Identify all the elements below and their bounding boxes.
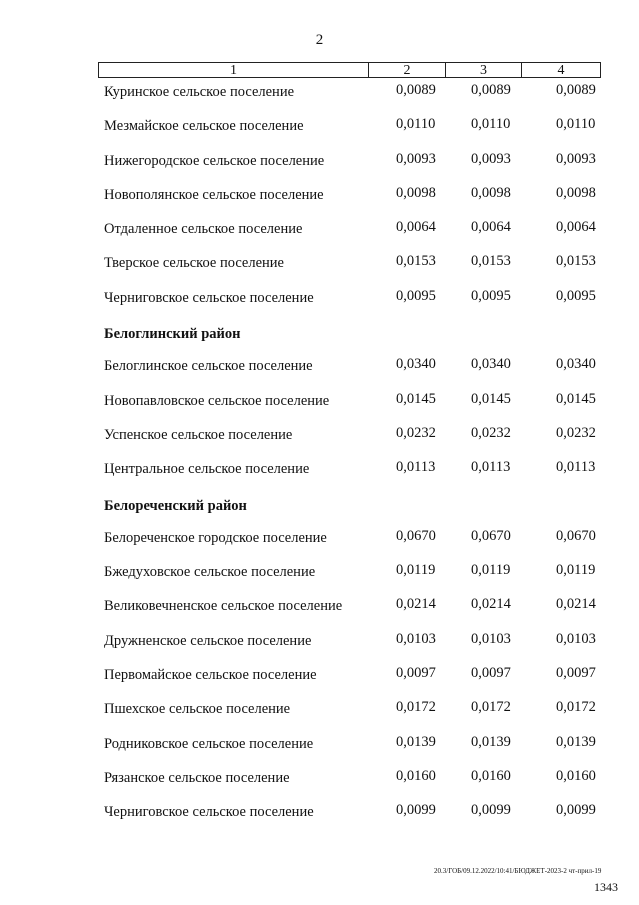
table-row — [0, 592, 639, 626]
table-row — [0, 421, 639, 455]
table-row — [0, 352, 639, 386]
value-column-4: 0,0139 — [556, 733, 596, 750]
value-column-2: 0,0232 — [396, 424, 436, 441]
value-column-3: 0,0099 — [471, 802, 511, 819]
value-column-4: 0,0153 — [556, 253, 596, 270]
value-column-2: 0,0113 — [396, 459, 436, 476]
value-column-4: 0,0340 — [556, 356, 596, 373]
value-column-3: 0,0232 — [471, 424, 511, 441]
value-column-3: 0,0093 — [471, 150, 511, 167]
settlement-name: Дружненское сельское поселение — [104, 632, 312, 649]
value-column-2: 0,0089 — [396, 82, 436, 98]
settlement-name: Отдаленное сельское поселение — [104, 221, 303, 238]
settlement-name: Белореченское городское поселение — [104, 529, 327, 546]
value-column-4: 0,0214 — [556, 596, 596, 613]
table-header — [98, 62, 601, 78]
value-column-4: 0,0095 — [556, 287, 596, 304]
value-column-2: 0,0153 — [396, 253, 436, 270]
table-row — [0, 387, 639, 421]
table-row — [0, 215, 639, 249]
column-header-2: 2 — [369, 63, 446, 77]
value-column-4: 0,0172 — [556, 699, 596, 716]
value-column-4: 0,0089 — [556, 82, 596, 98]
table-row — [0, 249, 639, 283]
settlement-name: Тверское сельское поселение — [104, 255, 284, 272]
value-column-2: 0,0340 — [396, 356, 436, 373]
value-column-3: 0,0110 — [471, 116, 511, 133]
document-page-number: 1343 — [594, 880, 618, 894]
value-column-3: 0,0119 — [471, 562, 511, 579]
value-column-2: 0,0103 — [396, 630, 436, 647]
district-heading-row — [0, 490, 639, 524]
settlement-name: Великовечненское сельское поселение — [104, 598, 343, 615]
value-column-2: 0,0214 — [396, 596, 436, 613]
page-number: 2 — [315, 32, 324, 48]
value-column-3: 0,0095 — [471, 287, 511, 304]
table-row — [0, 112, 639, 146]
table-row — [0, 695, 639, 729]
value-column-2: 0,0119 — [396, 562, 436, 579]
value-column-2: 0,0098 — [396, 184, 436, 201]
value-column-3: 0,0139 — [471, 733, 511, 750]
settlement-name: Черниговское сельское поселение — [104, 289, 314, 306]
settlement-name: Успенское сельское поселение — [104, 426, 293, 443]
value-column-2: 0,0093 — [396, 150, 436, 167]
value-column-4: 0,0160 — [556, 767, 596, 784]
value-column-3: 0,0340 — [471, 356, 511, 373]
value-column-4: 0,0103 — [556, 630, 596, 647]
value-column-4: 0,0098 — [556, 184, 596, 201]
value-column-2: 0,0097 — [396, 665, 436, 682]
value-column-4: 0,0670 — [556, 527, 596, 544]
settlement-name: Белоглинское сельское поселение — [104, 358, 313, 375]
value-column-4: 0,0113 — [556, 459, 596, 476]
settlement-name: Центральное сельское поселение — [104, 461, 310, 478]
value-column-4: 0,0099 — [556, 802, 596, 819]
value-column-2: 0,0160 — [396, 767, 436, 784]
district-name: Белоглинский район — [104, 326, 241, 343]
value-column-2: 0,0095 — [396, 287, 436, 304]
settlement-name: Рязанское сельское поселение — [104, 769, 290, 786]
value-column-3: 0,0089 — [471, 82, 511, 98]
district-name: Белореченский район — [104, 497, 247, 514]
value-column-3: 0,0097 — [471, 665, 511, 682]
value-column-4: 0,0097 — [556, 665, 596, 682]
value-column-2: 0,0670 — [396, 527, 436, 544]
settlement-name: Родниковское сельское поселение — [104, 735, 314, 752]
table-body — [0, 78, 639, 833]
value-column-3: 0,0670 — [471, 527, 511, 544]
table-row — [0, 798, 639, 832]
value-column-3: 0,0103 — [471, 630, 511, 647]
value-column-4: 0,0232 — [556, 424, 596, 441]
value-column-3: 0,0064 — [471, 219, 511, 236]
settlement-name: Пшехское сельское поселение — [104, 701, 291, 718]
table-row — [0, 284, 639, 318]
column-header-1: 1 — [99, 63, 369, 77]
table-row — [0, 181, 639, 215]
value-column-2: 0,0139 — [396, 733, 436, 750]
value-column-4: 0,0064 — [556, 219, 596, 236]
value-column-3: 0,0214 — [471, 596, 511, 613]
settlement-name: Первомайское сельское поселение — [104, 667, 317, 684]
settlement-name: Нижегородское сельское поселение — [104, 152, 325, 169]
settlement-name: Бжедуховское сельское поселение — [104, 564, 316, 581]
settlement-name: Мезмайское сельское поселение — [104, 118, 304, 135]
settlement-name: Черниговское сельское поселение — [104, 804, 314, 821]
value-column-3: 0,0153 — [471, 253, 511, 270]
table-row — [0, 764, 639, 798]
value-column-3: 0,0145 — [471, 390, 511, 407]
value-column-2: 0,0064 — [396, 219, 436, 236]
document-code: 20.3/ГОБ/09.12.2022/10:41/БЮДЖЕТ-2023-2 чт-прил-19 — [434, 867, 602, 875]
table-row — [0, 730, 639, 764]
settlement-name: Куринское сельское поселение — [104, 84, 295, 100]
table-row — [0, 524, 639, 558]
value-column-4: 0,0145 — [556, 390, 596, 407]
value-column-2: 0,0099 — [396, 802, 436, 819]
column-header-3: 3 — [446, 63, 522, 77]
table-row — [0, 558, 639, 592]
value-column-2: 0,0110 — [396, 116, 436, 133]
table-row — [0, 455, 639, 489]
value-column-2: 0,0172 — [396, 699, 436, 716]
value-column-4: 0,0110 — [556, 116, 596, 133]
value-column-3: 0,0160 — [471, 767, 511, 784]
value-column-2: 0,0145 — [396, 390, 436, 407]
column-header-4: 4 — [557, 63, 565, 78]
value-column-4: 0,0119 — [556, 562, 596, 579]
settlement-name: Новополянское сельское поселение — [104, 186, 324, 203]
table-row — [0, 661, 639, 695]
settlement-name: Новопавловское сельское поселение — [104, 392, 330, 409]
district-heading-row — [0, 318, 639, 352]
table-row — [0, 147, 639, 181]
value-column-3: 0,0113 — [471, 459, 511, 476]
table-row — [0, 627, 639, 661]
value-column-3: 0,0172 — [471, 699, 511, 716]
table-row — [0, 78, 639, 112]
value-column-3: 0,0098 — [471, 184, 511, 201]
value-column-4: 0,0093 — [556, 150, 596, 167]
